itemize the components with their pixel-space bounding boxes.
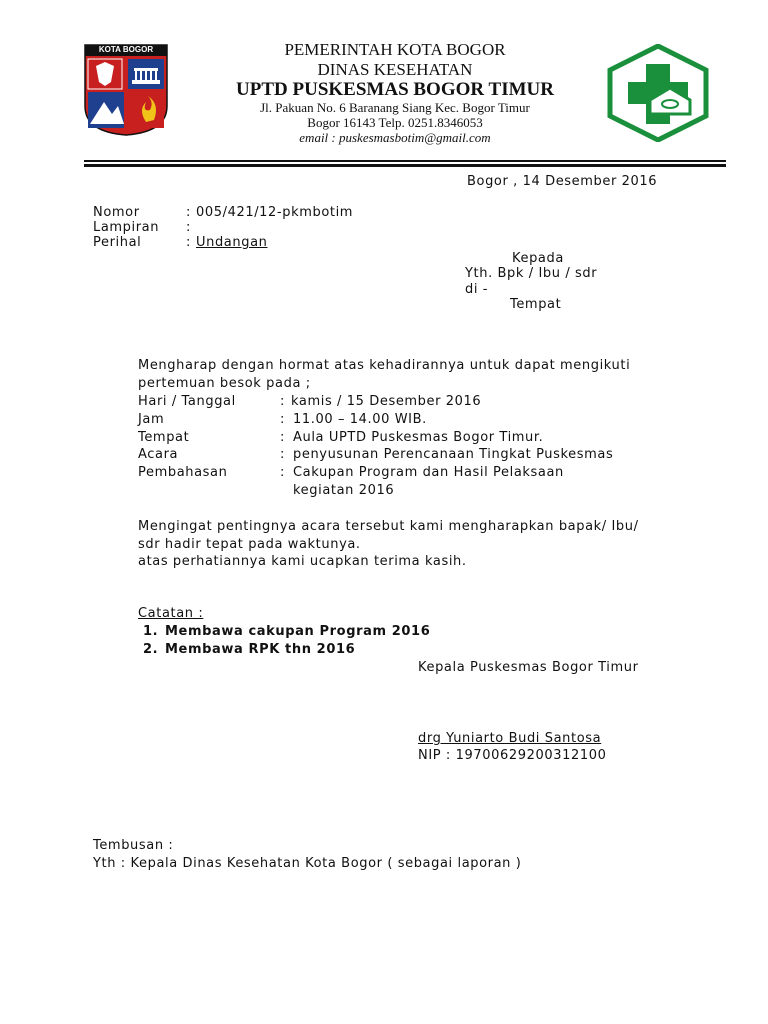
header-line3: UPTD PUSKESMAS BOGOR TIMUR	[236, 79, 554, 100]
detail-value-event: penyusunan Perencanaan Tingkat Puskesmas	[293, 447, 614, 462]
detail-sep: :	[280, 394, 285, 409]
header-address2: Bogor 16143 Telp. 0251.8346053	[307, 115, 483, 130]
meta-value-nomor: 005/421/12-pkmbotim	[196, 205, 354, 220]
body-closing-line2: sdr hadir tepat pada waktunya.	[138, 537, 361, 552]
meta-sep: :	[186, 220, 191, 235]
detail-value-topic: Cakupan Program dan Hasil Pelaksaan	[293, 465, 564, 480]
crest-label: KOTA BOGOR	[98, 45, 154, 54]
detail-sep: :	[280, 465, 285, 480]
detail-sep: :	[280, 447, 285, 462]
detail-value-date: kamis / 15 Desember 2016	[291, 394, 482, 409]
detail-label-time: Jam	[138, 412, 165, 427]
place-date: Bogor , 14 Desember 2016	[467, 174, 658, 189]
header-address1: Jl. Pakuan No. 6 Baranang Siang Kec. Bogor Timur	[260, 100, 530, 115]
signature-name: drg Yuniarto Budi Santosa	[418, 731, 602, 746]
kota-bogor-crest-logo	[84, 44, 168, 136]
detail-label-event: Acara	[138, 447, 179, 462]
header-email: email : puskesmasbotim@gmail.com	[299, 130, 491, 145]
note-item-2: Membawa RPK thn 2016	[165, 642, 356, 657]
notes-title: Catatan :	[138, 606, 204, 621]
note-item-1: Membawa cakupan Program 2016	[165, 624, 431, 639]
recipient-kepada: Kepada	[512, 251, 564, 266]
detail-label-date: Hari / Tanggal	[138, 394, 236, 409]
detail-value-time: 11.00 – 14.00 WIB.	[293, 412, 427, 427]
header-divider-thin	[84, 160, 726, 162]
recipient-di: di -	[465, 282, 489, 297]
detail-sep: :	[280, 430, 285, 445]
meta-value-perihal: Undangan	[196, 235, 268, 250]
header-divider-thick	[84, 164, 726, 167]
recipient-tempat: Tempat	[510, 297, 562, 312]
signature-nip: NIP : 19700629200312100	[418, 748, 607, 763]
cc-line: Yth : Kepala Dinas Kesehatan Kota Bogor ( sebagai laporan )	[93, 856, 522, 871]
signature-position: Kepala Puskesmas Bogor Timur	[418, 660, 639, 675]
cc-title: Tembusan :	[93, 838, 174, 853]
meta-label-perihal: Perihal	[93, 235, 142, 250]
header-line2: DINAS KESEHATAN	[317, 60, 473, 79]
body-intro-line1: Mengharap dengan hormat atas kehadirannya untuk dapat mengikuti	[138, 358, 631, 373]
header-line1: PEMERINTAH KOTA BOGOR	[284, 40, 506, 59]
meta-label-nomor: Nomor	[93, 205, 140, 220]
meta-sep: :	[186, 235, 191, 250]
detail-sep: :	[280, 412, 285, 427]
detail-value-place: Aula UPTD Puskesmas Bogor Timur.	[293, 430, 544, 445]
note-number-2: 2.	[143, 642, 159, 657]
body-intro-line2: pertemuan besok pada ;	[138, 376, 311, 391]
detail-value-topic-cont: kegiatan 2016	[293, 483, 395, 498]
detail-label-topic: Pembahasan	[138, 465, 228, 480]
meta-sep: :	[186, 205, 191, 220]
detail-label-place: Tempat	[138, 430, 190, 445]
recipient-yth: Yth. Bpk / Ibu / sdr	[465, 266, 598, 281]
note-number-1: 1.	[143, 624, 159, 639]
puskesmas-logo	[606, 44, 710, 142]
body-closing-line1: Mengingat pentingnya acara tersebut kami mengharapkan bapak/ Ibu/	[138, 519, 639, 534]
body-closing-line3: atas perhatiannya kami ucapkan terima kasih.	[138, 554, 467, 569]
meta-label-lampiran: Lampiran	[93, 220, 160, 235]
